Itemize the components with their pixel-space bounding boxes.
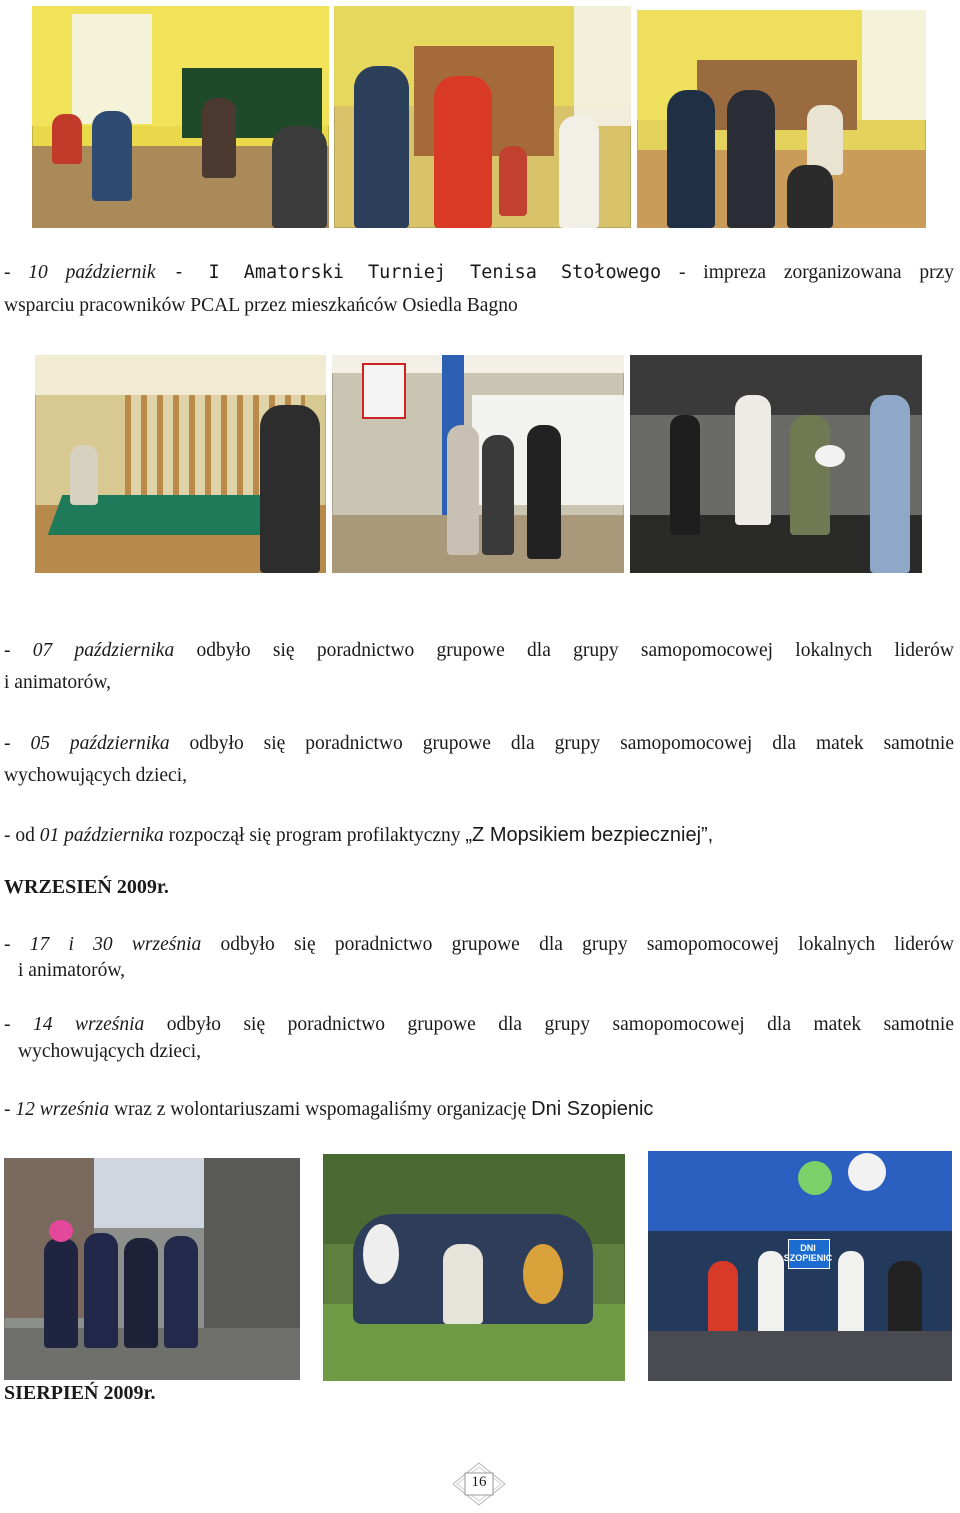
photo-park-group: [323, 1154, 625, 1381]
photo-classroom-dance: [334, 6, 631, 228]
sep12-line: [4, 1096, 954, 1123]
oct07-date: 07 października: [32, 640, 175, 661]
august-heading: SIERPIEŃ 2009r.: [4, 1382, 156, 1404]
sep17-line2: i animatorów,: [18, 960, 126, 981]
sep14-line1: [4, 1011, 954, 1038]
sep17-rest: odbyło się poradnictwo grupowe dla grupy samopomocowej lokalnych liderów: [201, 934, 955, 955]
sep14-date: 14 września: [32, 1014, 145, 1035]
oct05-date: 05 października: [30, 733, 170, 754]
sep14-dash: -: [4, 1014, 33, 1035]
oct10-dash: -: [4, 262, 29, 283]
sep12-dash: -: [4, 1099, 16, 1120]
oct07-rest: odbyło się poradnictwo grupowe dla grupy samopomocowej lokalnych liderów: [174, 640, 955, 661]
oct01-middle: rozpoczął się program profilaktyczny: [163, 825, 466, 846]
oct10-date: 10 październik: [28, 262, 156, 283]
page-number: 16: [471, 1474, 487, 1490]
oct05-rest: odbyło się poradnictwo grupowe dla grupy samopomocowej dla matek samotnie: [169, 733, 954, 754]
oct10-line1: [4, 259, 954, 286]
oct07-line1: [4, 637, 954, 664]
page-number-badge: [451, 1461, 507, 1507]
oct01-line: [4, 822, 954, 849]
oct01-prefix: - od: [4, 825, 40, 846]
photo-table-tennis: [35, 355, 326, 573]
oct10-event: - I Amatorski Turniej Tenisa Stołowego: [173, 262, 662, 283]
sep17-line1: [4, 931, 954, 958]
oct10-line2: wsparciu pracowników PCAL przez mieszkańców Osiedla Bagno: [4, 295, 518, 316]
photo-street-parade: [4, 1158, 300, 1380]
photo-award-ceremony: [332, 355, 624, 573]
september-heading: WRZESIEŃ 2009r.: [4, 876, 169, 898]
sep17-dash: -: [4, 934, 30, 955]
oct07-dash: -: [4, 640, 33, 661]
sep14-rest: odbyło się poradnictwo grupowe dla grupy samopomocowej dla matek samotnie: [144, 1014, 954, 1035]
photo-classroom-group: [637, 10, 926, 228]
oct10-rest: - impreza zorganizowana przy: [661, 262, 955, 283]
stage-banner-text: DNI SZOPIENIC: [783, 1243, 833, 1263]
photo-prize-giving: [630, 355, 922, 573]
photo-stage-performance: [648, 1151, 952, 1381]
sep14-line2: wychowujących dzieci,: [18, 1041, 202, 1062]
sep12-date: 12 września: [15, 1099, 110, 1120]
photo-classroom-guitar: [32, 6, 329, 228]
oct07-line2: i animatorów,: [4, 672, 112, 693]
oct05-dash: -: [4, 733, 31, 754]
sep12-middle: wraz z wolontariuszami wspomagaliśmy organizację: [109, 1099, 532, 1120]
sep17-date: 17 i 30 września: [29, 934, 202, 955]
oct01-date: 01 października: [39, 825, 164, 846]
oct05-line2: wychowujących dzieci,: [4, 765, 188, 786]
sep12-event: Dni Szopienic: [531, 1098, 654, 1120]
oct05-line1: [4, 730, 954, 757]
oct01-program: „Z Mopsikiem bezpieczniej”,: [465, 824, 714, 846]
